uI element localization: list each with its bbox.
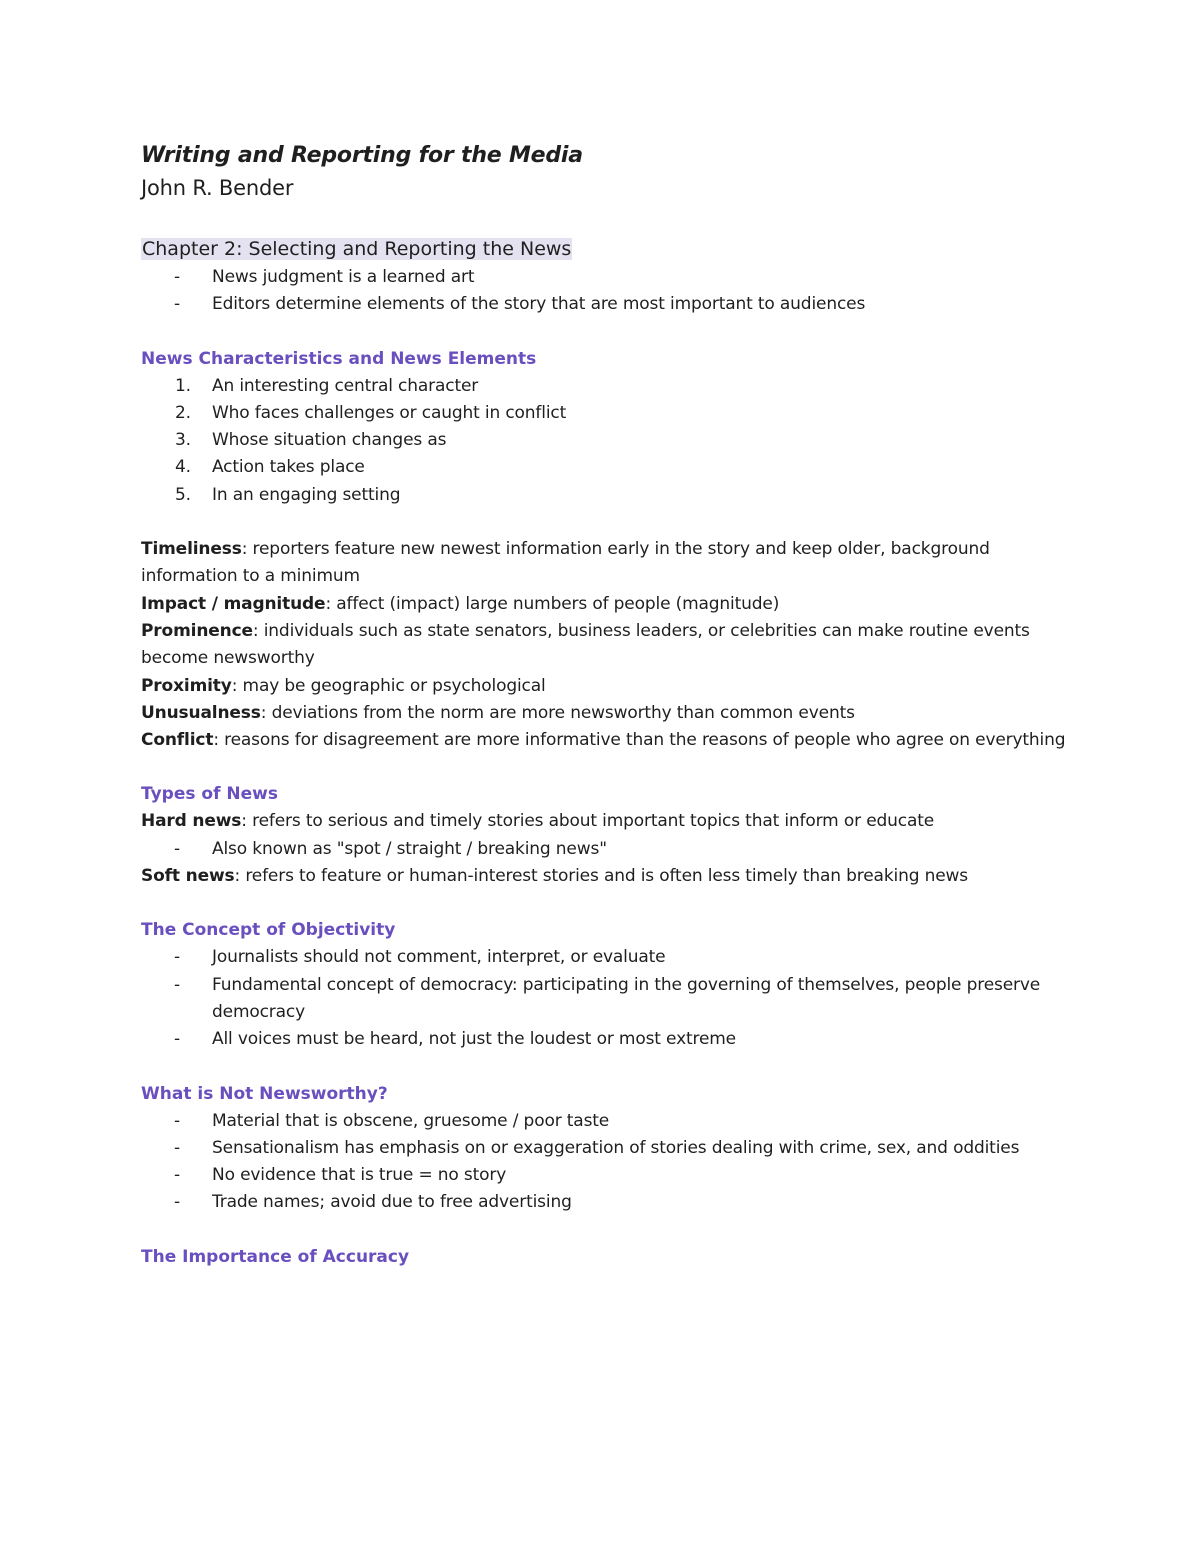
list-item: 5. In an engaging setting xyxy=(175,484,401,505)
chapter-title xyxy=(141,234,1071,264)
section-heading-accuracy: The Importance of Accuracy xyxy=(141,1246,410,1267)
characteristics-list xyxy=(141,373,1071,509)
definition-hard-news: Hard news: refers to serious and timely stories about important topics that inform or educate xyxy=(141,811,935,832)
section-heading-not-newsworthy: What is Not Newsworthy? xyxy=(141,1083,388,1104)
document-author: John R. Bender xyxy=(141,176,294,200)
list-item: 1. An interesting central character xyxy=(175,375,479,396)
chapter-title-text: Chapter 2: Selecting and Reporting the News xyxy=(142,238,572,260)
list-item: - News judgment is a learned art xyxy=(174,267,475,287)
list-item: 3. Whose situation changes as xyxy=(175,430,447,451)
document-title: Writing and Reporting for the Media xyxy=(141,143,583,168)
definition-prominence: Prominence: individuals such as state senators, business leaders, or celebrities can make routine events become newsworthy xyxy=(141,620,1030,669)
list-item: - Editors determine elements of the story that are most important to audiences xyxy=(174,294,866,315)
chapter-bullet-list xyxy=(141,264,1071,319)
list-item: - All voices must be heard, not just the loudest or most extreme xyxy=(174,1029,736,1050)
document-page xyxy=(141,140,1071,1271)
objectivity-bullet-list xyxy=(141,944,1071,1053)
list-item: 4. Action takes place xyxy=(175,457,365,478)
list-item: 2. Who faces challenges or caught in conflict xyxy=(175,402,567,423)
definition-impact: Impact / magnitude: affect (impact) large numbers of people (magnitude) xyxy=(141,593,780,614)
list-item: - No evidence that is true = no story xyxy=(174,1165,507,1186)
definition-timeliness: Timeliness: reporters feature new newest information early in the story and keep older, background information to a minimum xyxy=(141,539,990,587)
definition-soft-news: Soft news: refers to feature or human-interest stories and is often less timely than breaking news xyxy=(141,866,968,887)
definition-unusualness: Unusualness: deviations from the norm are more newsworthy than common events xyxy=(141,702,855,723)
list-item: - Trade names; avoid due to free advertising xyxy=(174,1192,572,1213)
list-item: - Sensationalism has emphasis on or exaggeration of stories dealing with crime, sex, and oddities xyxy=(174,1137,1020,1158)
list-item: - Material that is obscene, gruesome / poor taste xyxy=(174,1110,610,1131)
section-heading-objectivity: The Concept of Objectivity xyxy=(141,920,396,941)
not-newsworthy-bullet-list xyxy=(141,1108,1071,1217)
section-heading-characteristics: News Characteristics and News Elements xyxy=(141,348,537,369)
definition-conflict: Conflict: reasons for disagreement are more informative than the reasons of people who agree on everything xyxy=(141,730,1066,751)
list-item: - Also known as "spot / straight / breaking news" xyxy=(174,838,607,859)
list-item: - Journalists should not comment, interpret, or evaluate xyxy=(174,947,666,968)
definition-proximity: Proximity: may be geographic or psychological xyxy=(141,675,546,696)
section-heading-types: Types of News xyxy=(141,784,278,805)
hard-news-bullet-list xyxy=(141,836,1071,863)
list-item: - Fundamental concept of democracy: participating in the governing of themselves, people preserve democracy xyxy=(174,974,1041,1022)
